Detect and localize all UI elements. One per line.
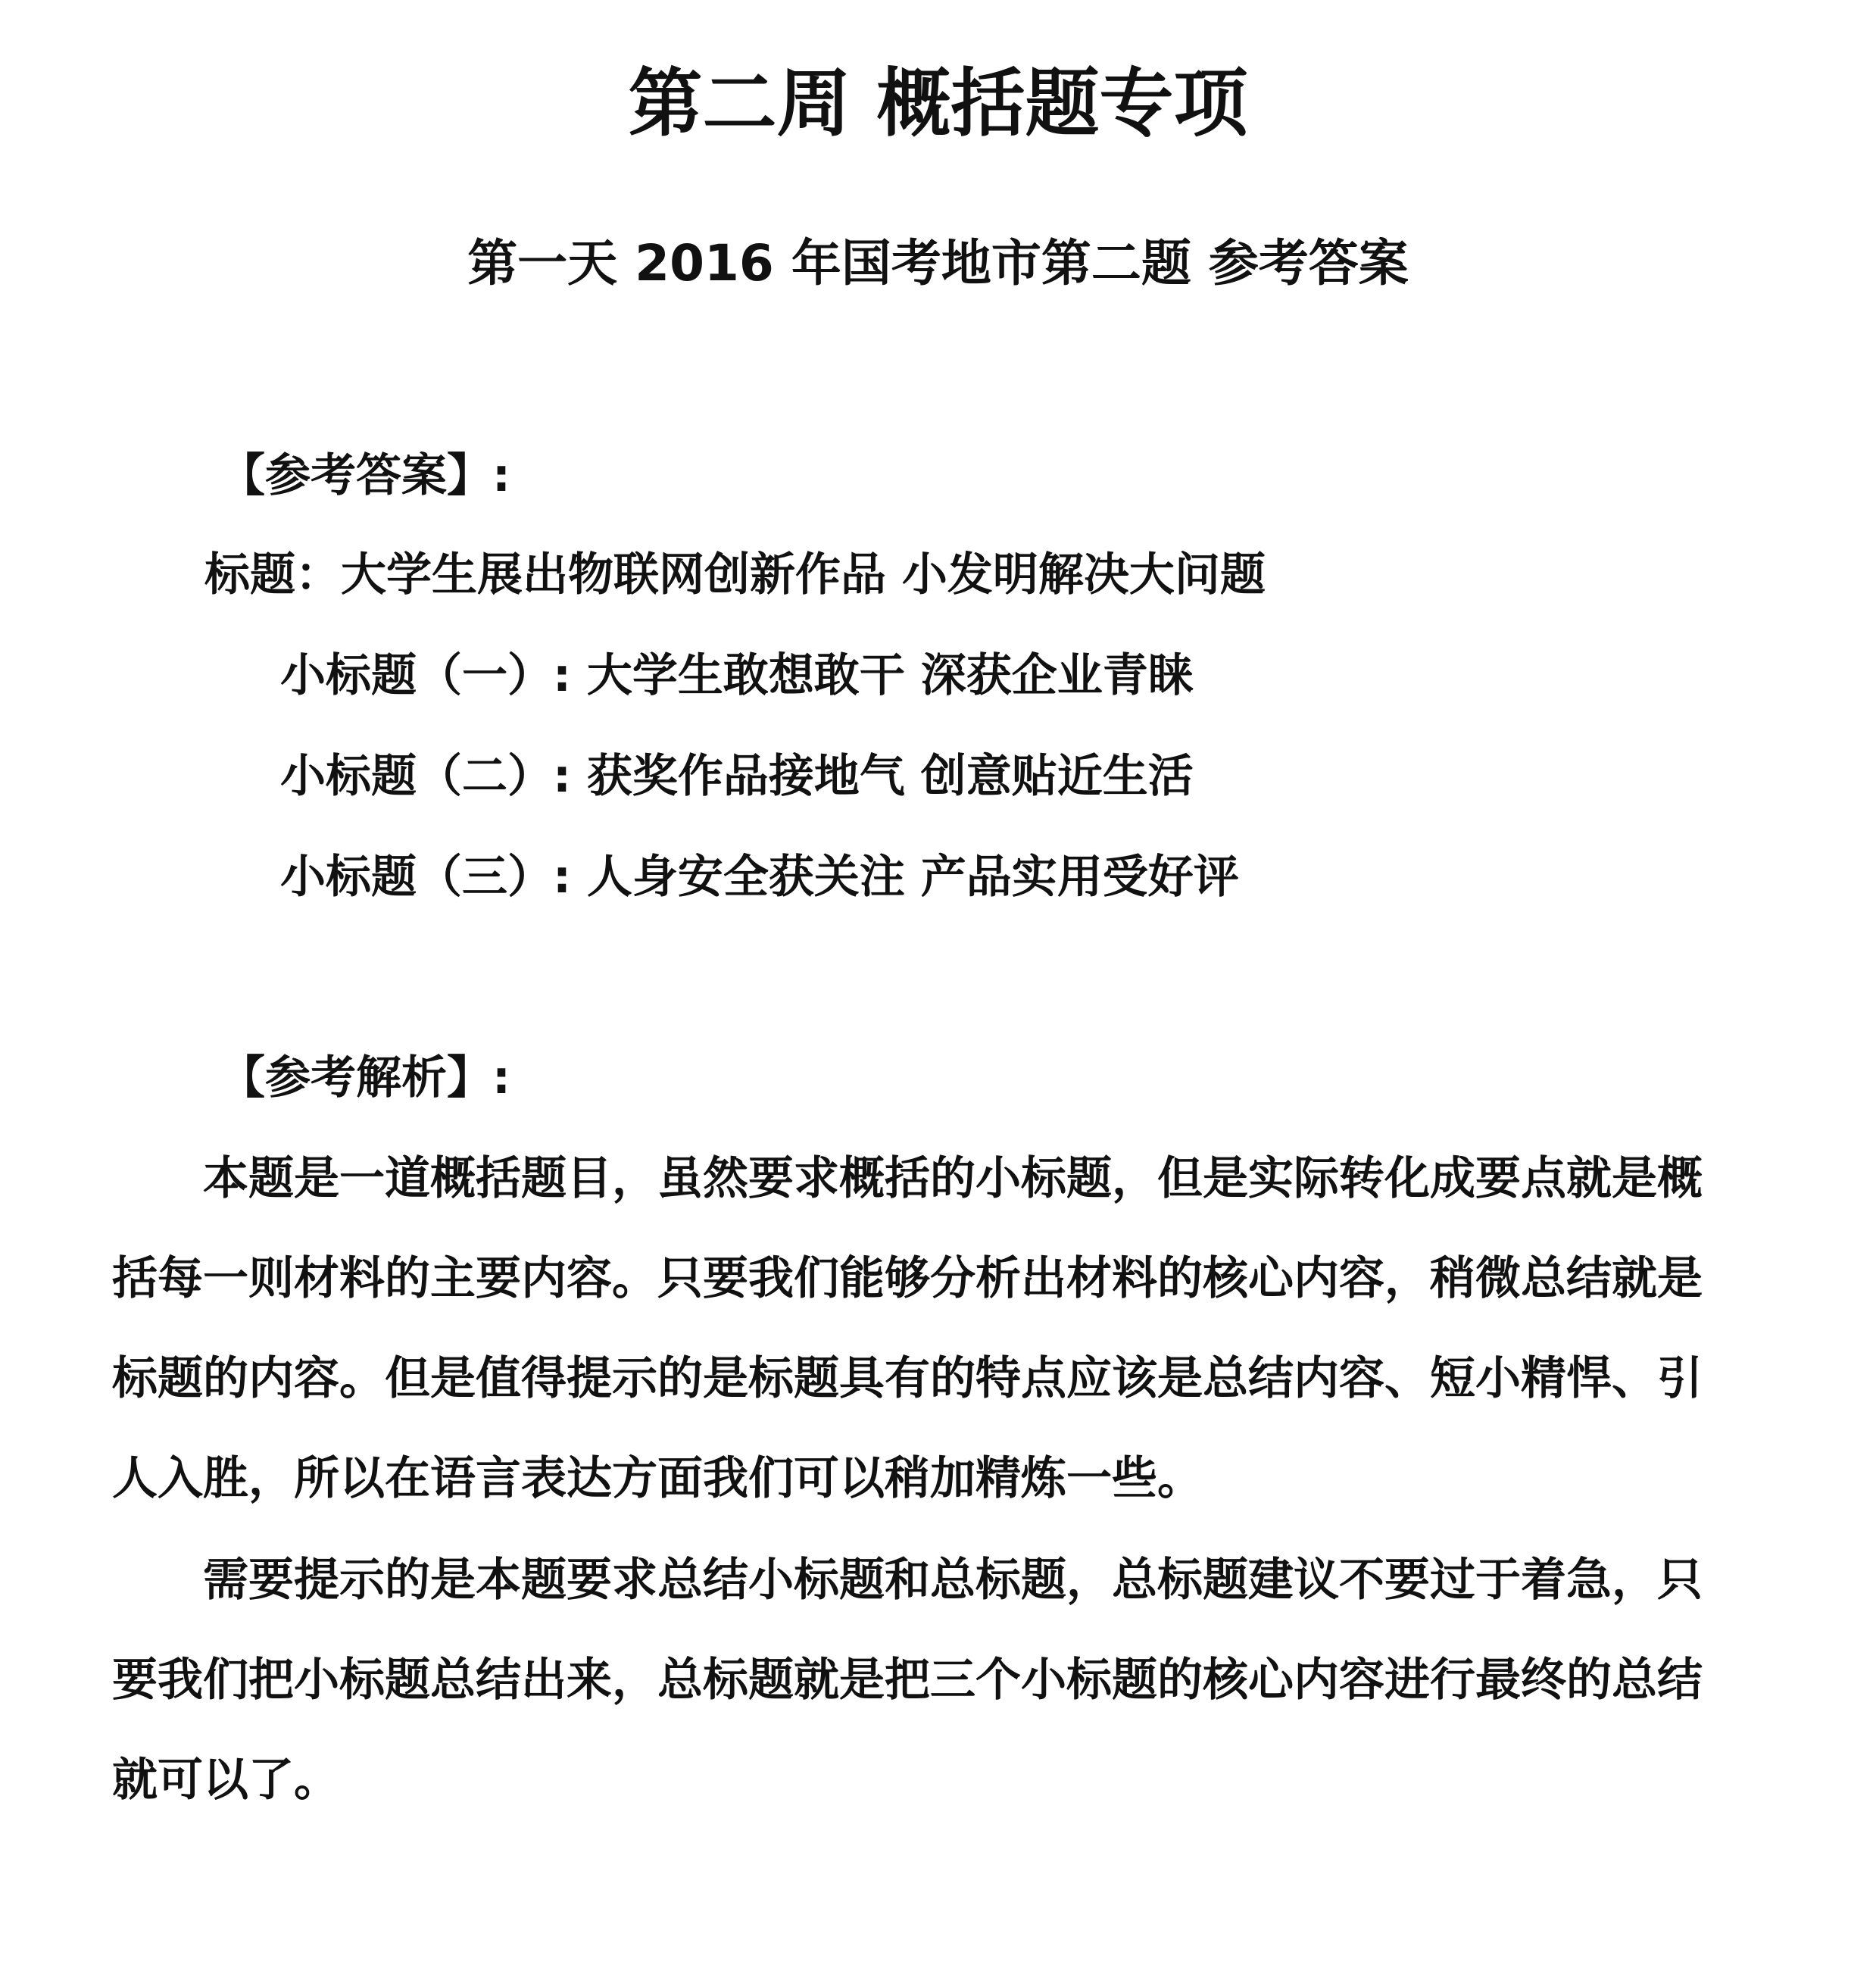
analysis-heading: 【参考解析】: bbox=[220, 1051, 510, 1104]
sub-title: 第一天 2016 年国考地市第二题 参考答案 bbox=[467, 234, 1409, 292]
answer-heading: 【参考答案】: bbox=[220, 449, 510, 502]
answer-subtitle-3: 小标题（三）: 人身安全获关注 产品实用受好评 bbox=[280, 851, 1239, 904]
main-title: 第二周 概括题专项 bbox=[628, 61, 1248, 147]
answer-title-line: 标题：大学生展出物联网创新作品 小发明解决大问题 bbox=[204, 548, 1266, 601]
answer-subtitle-1: 小标题（一）: 大学生敢想敢干 深获企业青睐 bbox=[280, 649, 1194, 702]
answer-subtitle-2: 小标题（二）: 获奖作品接地气 创意贴近生活 bbox=[280, 750, 1194, 803]
analysis-paragraph-1: 本题是一道概括题目，虽然要求概括的小标题，但是实际转化成要点就是概括每一则材料的主要内容。只要我们能够分析出材料的核心内容，稍微总结就是标题的内容。但是值得提示的是标题具有的特点应该是总结内容、短小精悍、引人入胜，所以在语言表达方面我们可以稍加精炼一些。 bbox=[112, 1152, 1703, 1505]
analysis-paragraph-2: 需要提示的是本题要求总结小标题和总标题，总标题建议不要过于着急，只要我们把小标题总结出来，总标题就是把三个小标题的核心内容进行最终的总结就可以了。 bbox=[112, 1554, 1703, 1807]
